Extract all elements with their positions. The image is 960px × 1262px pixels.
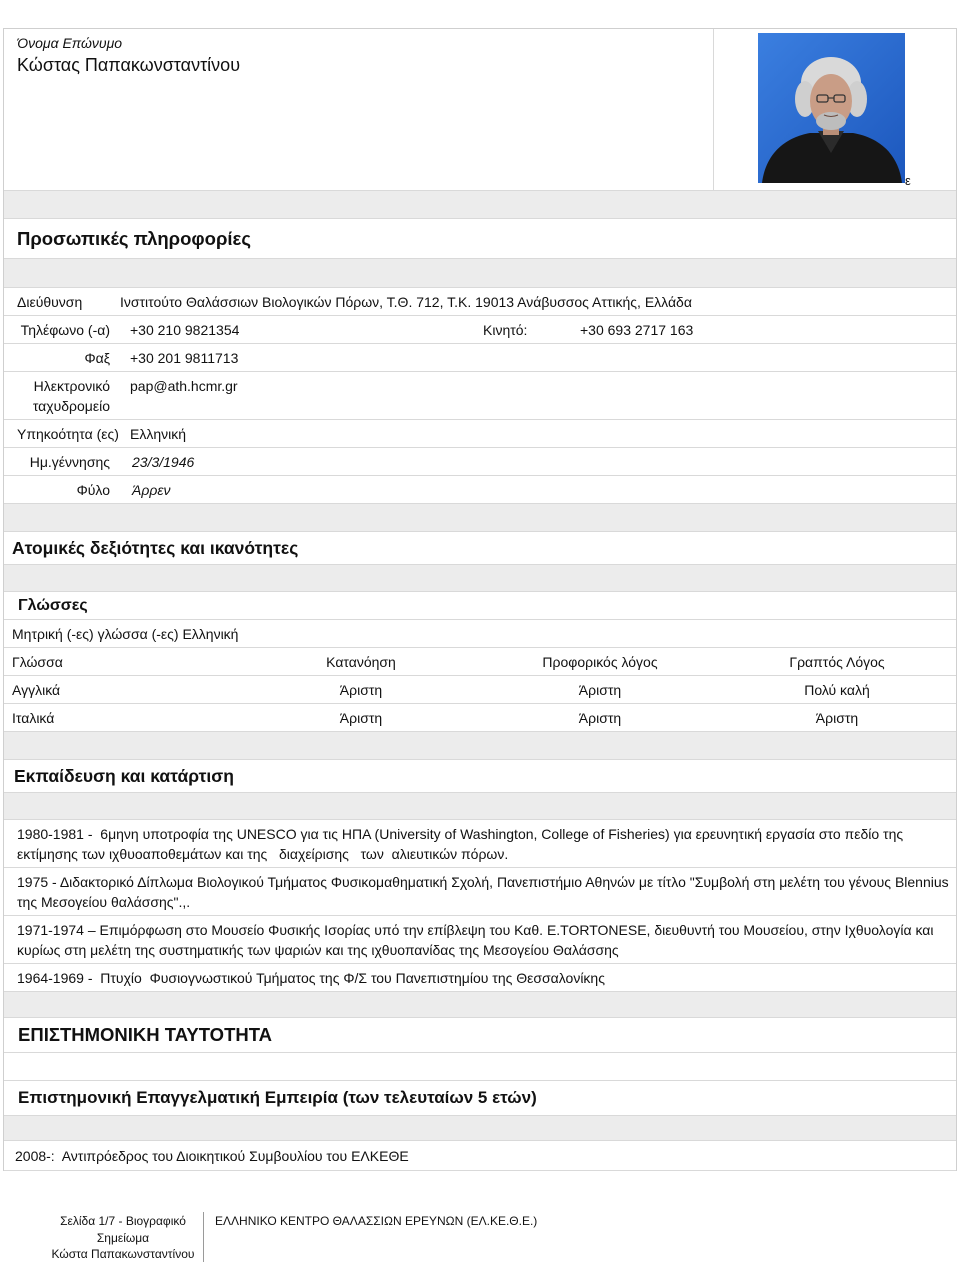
column-language: Γλώσσα <box>12 653 63 670</box>
photo-caption: ε <box>905 172 911 188</box>
birth-date-row <box>4 448 956 476</box>
birth-date-label: Ημ.γέννησης <box>29 453 110 470</box>
writing-level: Άριστη <box>815 709 859 726</box>
education-item <box>17 916 949 963</box>
cv-document <box>3 28 957 1171</box>
phone-value: +30 210 9821354 <box>130 321 240 338</box>
mobile-label: Κινητό: <box>483 321 528 338</box>
education-heading: Εκπαίδευση και κατάρτιση <box>14 765 234 786</box>
list-item <box>4 916 956 964</box>
column-speaking: Προφορικός λόγος <box>542 653 658 670</box>
fax-row <box>4 344 956 372</box>
footer-organization: ΕΛΛΗΝΙΚΟ ΚΕΝΤΡΟ ΘΑΛΑΣΣΙΩΝ ΕΡΕΥΝΩΝ (ΕΛ.ΚΕ.Θ.Ε.) <box>215 1214 538 1228</box>
education-item-text: 1975 - Διδακτορικό Δίπλωμα Βιολογικού Τμήματος Φυσικομαθηματική Σχολή, Πανεπιστήμιο Αθηνών με τίτλο "Συμβολή στη μελέτη του γένους Blennius της Μεσογείου θαλάσσης".,. <box>17 873 953 910</box>
footer-page-info <box>48 1213 198 1262</box>
phone-row <box>4 316 956 344</box>
email-row <box>4 372 956 420</box>
gender-row <box>4 476 956 504</box>
photo-cell-divider <box>713 29 714 190</box>
fax-label: Φαξ <box>84 349 110 366</box>
footer-page-line: Σημείωμα <box>96 1230 150 1245</box>
profile-photo <box>758 33 905 183</box>
education-item-text: 1964-1969 - Πτυχίο Φυσιογνωστικού Τμήματος της Φ/Σ του Πανεπιστημίου της Θεσσαλονίκης <box>17 969 605 986</box>
address-value: Ινστιτούτο Θαλάσσιων Βιολογικών Πόρων, Τ.Θ. 712, Τ.Κ. 19013 Ανάβυσσος Αττικής, Ελλάδα <box>120 293 692 310</box>
email-label <box>4 376 110 416</box>
language-name: Αγγλικά <box>12 681 61 698</box>
mobile-value: +30 693 2717 163 <box>580 321 694 338</box>
section-bar <box>4 992 956 1018</box>
footer-divider <box>203 1212 204 1262</box>
table-row <box>4 704 956 732</box>
name-label: Όνομα Επώνυμο <box>17 35 123 51</box>
nationality-label: Υπηκοότητα (ες) <box>17 425 119 442</box>
education-heading-row <box>4 760 956 793</box>
section-bar <box>4 1116 956 1141</box>
experience-heading: Επιστημονική Επαγγελματική Εμπειρία (των τελευταίων 5 ετών) <box>18 1088 537 1107</box>
experience-heading-row <box>4 1081 956 1116</box>
languages-heading-row <box>4 592 956 620</box>
speaking-level: Άριστη <box>578 709 622 726</box>
section-bar <box>4 259 956 288</box>
column-comprehension: Κατανόηση <box>326 653 396 670</box>
name-photo-row <box>4 29 956 191</box>
nationality-row <box>4 420 956 448</box>
comprehension-level: Άριστη <box>339 681 383 698</box>
skills-heading-row <box>4 532 956 565</box>
email-value: pap@ath.hcmr.gr <box>130 378 238 394</box>
nationality-value: Ελληνική <box>130 425 187 442</box>
skills-heading: Ατομικές δεξιότητες και ικανότητες <box>12 537 299 558</box>
photo-beard <box>816 112 846 130</box>
personal-info-heading-row <box>4 219 956 259</box>
section-bar <box>4 793 956 820</box>
fax-value: +30 201 9811713 <box>130 349 239 366</box>
spacer-row <box>4 1053 956 1081</box>
birth-date-value: 23/3/1946 <box>132 453 195 470</box>
address-label: Διεύθυνση <box>17 293 83 310</box>
education-item <box>17 820 949 867</box>
list-item <box>4 964 956 992</box>
education-item-text: 1980-1981 - 6μηνη υποτροφία της UNESCO για τις ΗΠΑ (University of Washington, College of Fisheries) για ερευνητική εργασία στο πεδίο της εκτίμησης των ιχθυοαποθεμάτων και της διαχείρισης των αλιευτικών πόρων. <box>17 825 907 862</box>
education-item <box>17 868 953 915</box>
languages-heading: Γλώσσες <box>18 596 88 614</box>
phone-label: Τηλέφωνο (-α) <box>20 321 110 338</box>
address-row <box>4 288 956 316</box>
comprehension-level: Άριστη <box>339 709 383 726</box>
experience-item: 2008-: Αντιπρόεδρος του Διοικητικού Συμβουλίου του ΕΛΚΕΘΕ <box>15 1147 409 1164</box>
education-item-text: 1971-1974 – Επιμόρφωση στο Μουσείο Φυσικής Ισορίας υπό την επίβλεψη του Καθ. Ε.TORTONESE, διευθυντή του Μουσείου, στην Ιχθυολογία και κυρίως στη μελέτη της συστηματικής των ψαριών και της ιχθυοπανίδας της Μεσογείου Θαλάσσης <box>17 921 938 958</box>
education-item <box>17 964 949 991</box>
speaking-level: Άριστη <box>578 681 622 698</box>
list-item <box>4 1141 956 1171</box>
person-name: Κώστας Παπακωνσταντίνου <box>17 54 241 75</box>
footer-page-line: Κώστα Παπακωνσταντίνου <box>51 1247 195 1261</box>
writing-level: Πολύ καλή <box>804 681 870 698</box>
section-bar <box>4 732 956 760</box>
email-label-line: ταχυδρομείο <box>32 398 110 414</box>
section-bar <box>4 504 956 532</box>
list-item <box>4 820 956 868</box>
column-writing: Γραπτός Λόγος <box>789 653 885 670</box>
section-bar <box>4 191 956 219</box>
email-label-line: Ηλεκτρονικό <box>33 378 110 394</box>
scientific-heading-row <box>4 1018 956 1053</box>
list-item <box>4 868 956 916</box>
gender-value: Άρρεν <box>132 481 171 498</box>
language-table-header <box>4 648 956 676</box>
table-row <box>4 676 956 704</box>
footer-page-line: Σελίδα 1/7 - Βιογραφικό <box>60 1214 186 1228</box>
mother-tongue: Μητρική (-ες) γλώσσα (-ες) Ελληνική <box>12 625 239 642</box>
language-name: Ιταλικά <box>12 709 55 726</box>
scientific-heading: ΕΠΙΣΤΗΜΟΝΙΚΗ ΤΑΥΤΟΤΗΤΑ <box>18 1024 273 1045</box>
gender-label: Φύλο <box>76 481 110 498</box>
section-bar <box>4 565 956 592</box>
personal-info-heading: Προσωπικές πληροφορίες <box>17 227 251 249</box>
mother-tongue-row <box>4 620 956 648</box>
